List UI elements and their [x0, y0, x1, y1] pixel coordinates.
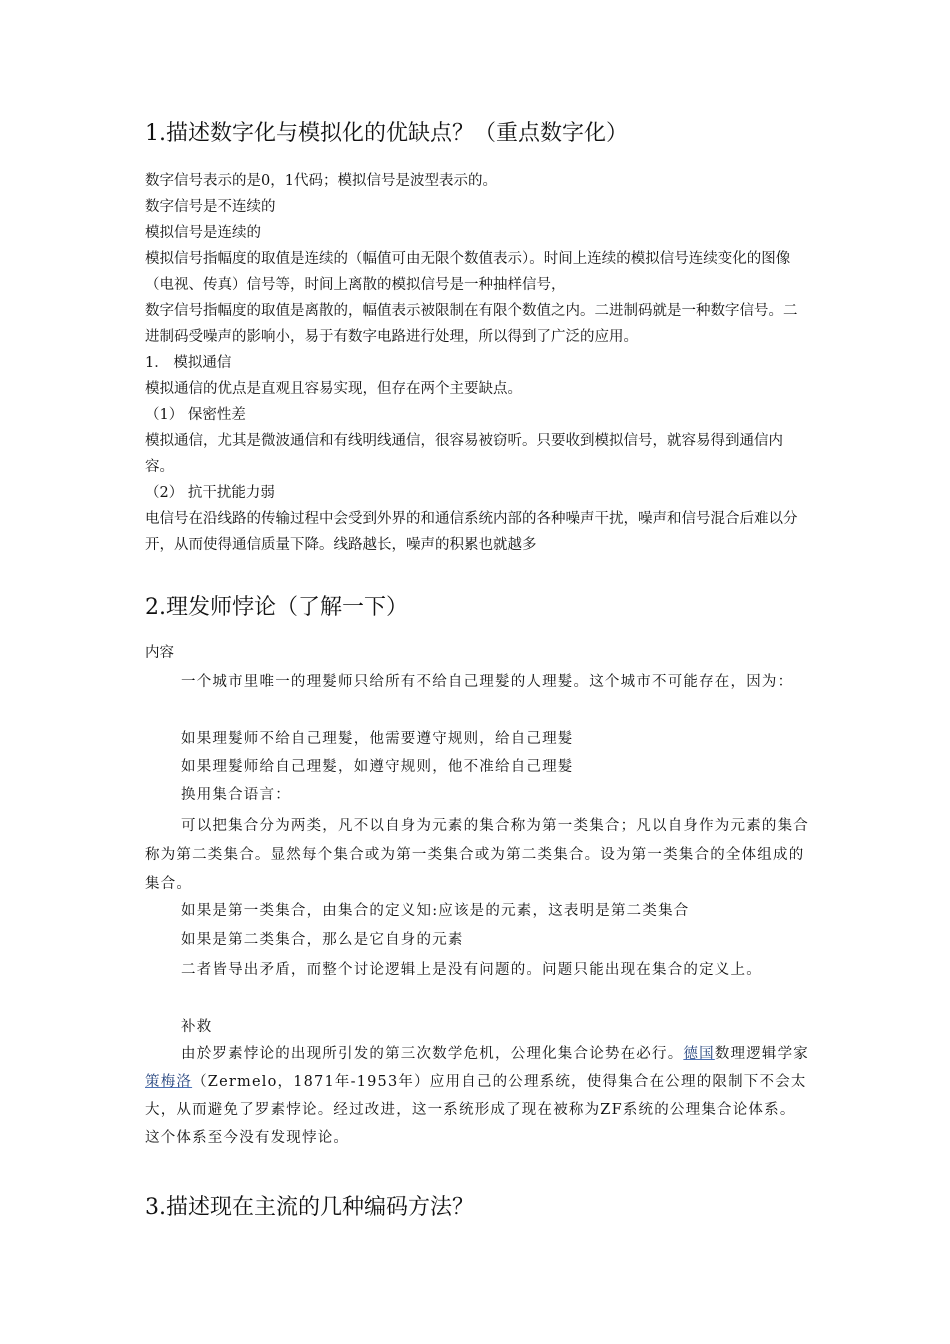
s1-line-9: 模拟通信，尤其是微波通信和有线明线通信，很容易被窃听。只要收到模拟信号，就容易得到通信内容。	[145, 433, 783, 475]
s2-paragraph-4: 换用集合语言：	[181, 787, 291, 803]
s2-paragraph-3: 如果理髮师给自己理髮，如遵守规则，他不准给自己理髮	[181, 759, 574, 775]
s1-line-2: 数字信号是不连续的	[145, 199, 276, 215]
s1-line-7: 模拟通信的优点是直观且容易实现，但存在两个主要缺点。	[145, 381, 522, 397]
s1-line-10: （2） 抗干扰能力弱	[145, 485, 275, 501]
s1-line-5: 数字信号指幅度的取值是离散的，幅值表示被限制在有限个数值之内。二进制码就是一种数字信号。二进制码受噪声的影响小，易于有数字电路进行处理，所以得到了广泛的应用。	[145, 303, 798, 345]
section3-heading: 3.描述现在主流的几种编码方法？	[145, 1195, 474, 1220]
s1-line-4: 模拟信号指幅度的取值是连续的（幅值可由无限个数值表示）。时间上连续的模拟信号连续变化的图像（电视、传真）信号等，时间上离散的模拟信号是一种抽样信号，	[145, 251, 791, 293]
s2-paragraph-8: 二者皆导出矛盾，而整个讨论逻辑上是没有问题的。问题只能出现在集合的定义上。	[181, 962, 762, 978]
s1-line-8: （1） 保密性差	[145, 407, 246, 423]
s2-paragraph-9: 补救	[181, 1019, 213, 1035]
s1-line-6: 1． 模拟通信	[145, 355, 232, 371]
s1-line-3: 模拟信号是连续的	[145, 225, 261, 241]
p10-text-a: 由於罗素悖论的出现所引发的第三次数学危机，公理化集合论势在必行。	[181, 1046, 684, 1062]
section1-heading: 1.描述数字化与模拟化的优缺点？（重点数字化）	[145, 121, 628, 146]
p10-text-b: 数理逻辑学家	[714, 1046, 810, 1062]
s2-paragraph-1: 一个城市里唯一的理髮师只给所有不给自己理髮的人理髮。这个城市不可能存在，因为：	[181, 674, 794, 690]
p10-text-c: （Zermelo，1871年-1953年）应用自己的公理系统，使得集合在公理的限制下不会太大，从而避免了罗素悖论。经过改进，这一系统形成了现在被称为ZF系统的公理集合论体系。这个体系至今没有发现悖论。	[145, 1074, 807, 1146]
s1-line-1: 数字信号表示的是0，1代码；模拟信号是波型表示的。	[145, 173, 497, 189]
s2-paragraph-5: 可以把集合分为两类，凡不以自身为元素的集合称为第一类集合；凡以自身作为元素的集合称为第二类集合。显然每个集合或为第一类集合或为第二类集合。设为第一类集合的全体组成的集合。	[145, 818, 809, 892]
s2-paragraph-7: 如果是第二类集合，那么是它自身的元素	[181, 932, 464, 948]
s1-line-11: 电信号在沿线路的传输过程中会受到外界的和通信系统内部的各种噪声干扰，噪声和信号混合后难以分开，从而使得通信质量下降。线路越长，噪声的积累也就越多	[145, 511, 798, 553]
s2-paragraph-2: 如果理髮师不给自己理髮，他需要遵守规则，给自己理髮	[181, 731, 574, 747]
s2-content-label: 内容	[145, 645, 174, 661]
section2-heading: 2.理发师悖论（了解一下）	[145, 595, 408, 620]
s2-paragraph-10	[145, 1040, 810, 1152]
germany-link[interactable]: 德国	[683, 1046, 715, 1062]
zermelo-link[interactable]: 策梅洛	[145, 1074, 193, 1090]
s2-paragraph-6: 如果是第一类集合，由集合的定义知:应该是的元素，这表明是第二类集合	[181, 903, 690, 919]
